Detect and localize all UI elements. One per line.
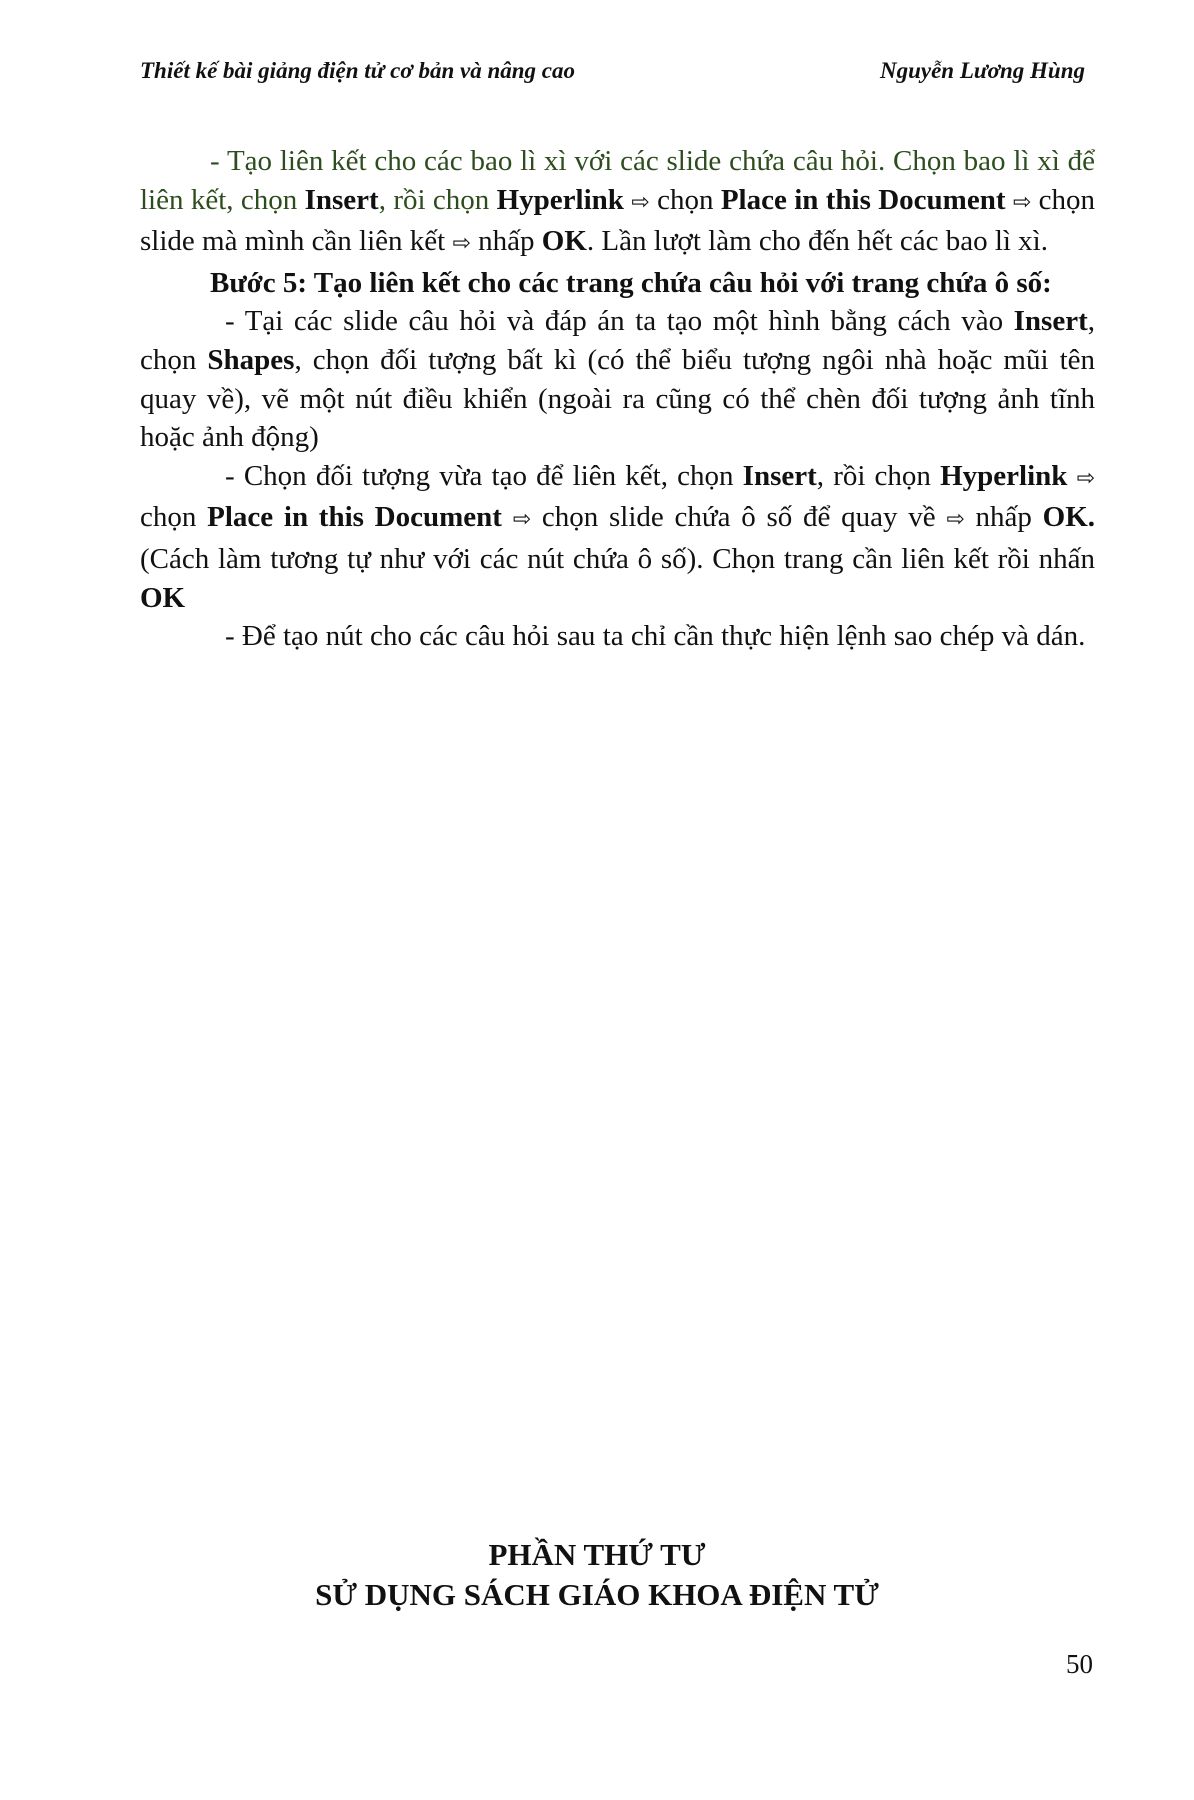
page-content [140,142,1095,656]
term-insert: Insert [1013,305,1088,338]
section-title [0,1535,1194,1615]
term-place-in-document: Place in this Document [207,501,502,534]
paragraph-text: , chọn [140,305,1095,376]
term-shapes: Shapes [207,343,295,376]
term-ok: OK [541,225,587,258]
term-ok: OK. [1042,501,1096,534]
term-ok: OK [140,581,186,614]
step-5-heading: Bước 5: Tạo liên kết cho các trang chứa câu hỏi với trang chứa ô số: [210,266,1052,299]
section-title-line-1: PHẦN THỨ TƯ [488,1537,706,1572]
page-header [140,58,1085,84]
page-number: 50 [1066,1649,1093,1679]
paragraph-link-envelopes [140,142,1095,264]
arrow-icon: ⇨ [946,507,965,533]
arrow-icon: ⇨ [1012,189,1032,215]
author-name: Nguyễn Lương Hùng [879,58,1085,83]
paragraph-copy-paste: - Để tạo nút cho các câu hỏi sau ta chỉ cần thực hiện lệnh sao chép và dán. [225,620,1086,653]
term-insert: Insert [742,459,817,492]
paragraph-text: - Tại các slide câu hỏi và đáp án ta tạo một hình bằng cách vào [225,305,1014,338]
paragraph-link-shape [140,457,1095,617]
paragraph-text: nhấp [470,225,542,258]
term-hyperlink: Hyperlink [496,183,624,216]
arrow-icon: ⇨ [631,189,650,215]
paragraph-text: (Cách làm tương tự như với các nút chứa ô số). Chọn trang cần liên kết rồi nhấn [140,542,1095,575]
paragraph-create-shape [140,302,1095,456]
paragraph-text: , rồi chọn [378,183,497,216]
term-hyperlink: Hyperlink [940,459,1068,492]
paragraph-text: chọn slide chứa ô số để quay về [531,501,947,534]
book-title: Thiết kế bài giảng điện tử cơ bản và nâng cao [140,58,576,83]
paragraph-text: chọn [140,501,208,534]
term-place-in-document: Place in this Document [720,183,1006,216]
arrow-icon: ⇨ [452,231,471,257]
paragraph-text: nhấp [964,501,1043,534]
arrow-icon: ⇨ [512,507,532,533]
paragraph-text: . Lần lượt làm cho đến hết các bao lì xì. [586,225,1048,258]
paragraph-text: chọn slide mà mình cần liên kết [140,183,1096,258]
term-insert: Insert [304,183,379,216]
section-title-line-2: SỬ DỤNG SÁCH GIÁO KHOA ĐIỆN TỬ [315,1577,879,1612]
paragraph-text: chọn [649,183,721,216]
paragraph-text: - Tạo liên kết cho các bao lì xì với các slide chứa câu hỏi. Chọn bao lì xì để liên kết, chọn [140,145,1095,216]
paragraph-text: - Chọn đối tượng vừa tạo để liên kết, chọn [225,459,743,492]
arrow-icon: ⇨ [1076,465,1096,491]
paragraph-text: , rồi chọn [816,459,941,492]
paragraph-text: , chọn đối tượng bất kì (có thể biểu tượng ngôi nhà hoặc mũi tên quay về), vẽ một nút điều khiển (ngoài ra cũng có thể chèn đối tượng ảnh tĩnh hoặc ảnh động) [140,343,1095,454]
